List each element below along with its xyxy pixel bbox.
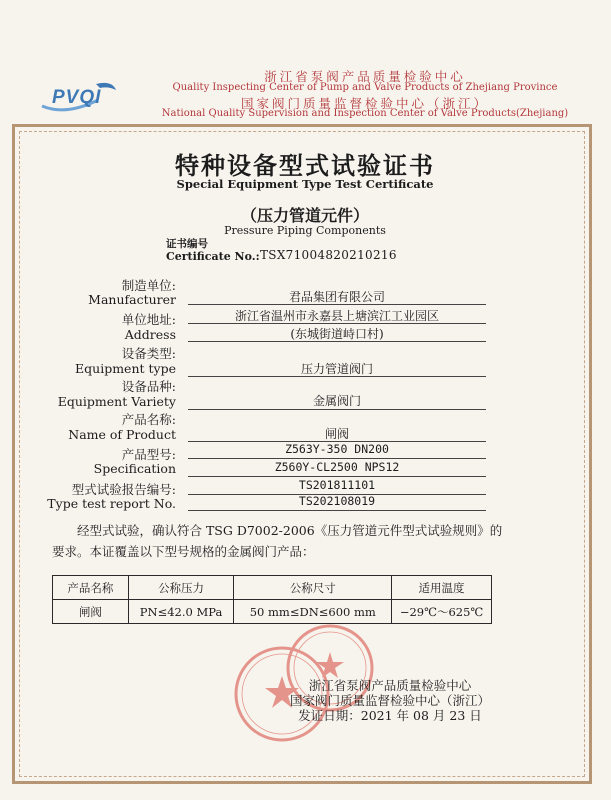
equipment-variety-underline xyxy=(188,409,486,410)
equipment-variety-value: 金属阀门 xyxy=(312,394,361,408)
product-name-label-cn: 产品名称: xyxy=(121,412,176,427)
manufacturer-value: 君品集团有限公司 xyxy=(288,290,385,304)
product-name-value: 闸阀 xyxy=(324,427,349,441)
specification-value-2: Z560Y-CL2500 NPS12 xyxy=(274,460,400,474)
report-no-label-en: Type test report No. xyxy=(47,496,176,511)
product-name-label-en: Name of Product xyxy=(68,427,176,442)
address-value-line-2: (东城街道峙口村) xyxy=(290,327,384,341)
issuer-name-1: 浙江省泵阀产品质量检验中心 xyxy=(308,678,472,693)
equipment-type-label-cn: 设备类型: xyxy=(121,346,176,361)
report-no-value-2: TS202108019 xyxy=(298,494,376,508)
equipment-variety-label-en: Equipment Variety xyxy=(57,394,176,409)
certificate-subtitle-en: Pressure Piping Components xyxy=(224,224,386,237)
address-underline-2 xyxy=(188,341,486,342)
specification-value-1: Z563Y-350 DN200 xyxy=(285,442,389,456)
specification-underline-1 xyxy=(188,458,486,459)
report-no-label-cn: 型式试验报告编号: xyxy=(71,482,176,497)
manufacturer-label-cn: 制造单位: xyxy=(121,278,176,293)
specification-table xyxy=(52,575,492,624)
specification-label-cn: 产品型号: xyxy=(121,447,176,462)
equipment-type-label-en: Equipment type xyxy=(75,361,176,376)
table-cell: PN≤42.0 MPa xyxy=(128,600,234,624)
equipment-type-value: 压力管道阀门 xyxy=(300,362,373,376)
certificate-no-label-en: Certificate No.: xyxy=(166,250,260,263)
table-cell: −29℃～625℃ xyxy=(392,600,492,624)
table-cell: 闸阀 xyxy=(53,600,129,624)
conformity-statement: 经型式试验，确认符合 TSG D7002-2006《压力管道元件型式试验规则》的要求。本证覆盖以下型号规格的金属阀门产品： xyxy=(52,523,503,559)
specification-label-en: Specification xyxy=(93,461,176,476)
equipment-type-underline xyxy=(188,376,486,377)
certificate-number: TSX71004820210216 xyxy=(260,248,397,262)
report-no-value-1: TS201811101 xyxy=(298,478,376,492)
org-name-cn-1: 浙江省泵阀产品质量检验中心 xyxy=(264,69,466,84)
certificate-title-cn: 特种设备型式试验证书 xyxy=(175,151,435,180)
specification-underline-2 xyxy=(188,476,486,477)
report-no-underline-2 xyxy=(188,510,486,511)
certificate-no-label-cn: 证书编号 xyxy=(166,238,208,250)
manufacturer-underline xyxy=(188,304,486,305)
address-value-line-1: 浙江省温州市永嘉县上塘滨江工业园区 xyxy=(234,309,439,323)
issuer-name-2: 国家阀门质量监督检验中心（浙江） xyxy=(289,693,490,708)
org-name-en-1: Quality Inspecting Center of Pump and Valve Products of Zhejiang Province xyxy=(172,82,558,93)
table-header-cell: 产品名称 xyxy=(53,576,129,600)
table-header-row xyxy=(53,576,492,600)
issue-date: 发证日期：2021 年 08 月 23 日 xyxy=(298,708,482,723)
org-name-cn-2: 国家阀门质量监督检验中心（浙江） xyxy=(240,96,489,111)
table-header-cell: 公称压力 xyxy=(128,576,234,600)
org-name-en-2: National Quality Supervision and Inspection Center of Valve Products(Zhejiang) xyxy=(161,108,569,119)
table-header-cell: 公称尺寸 xyxy=(234,576,392,600)
pvqi-logo-text: PVQI xyxy=(52,87,102,108)
table-row xyxy=(53,600,492,624)
table-header-cell: 适用温度 xyxy=(392,576,492,600)
manufacturer-label-en: Manufacturer xyxy=(88,292,176,307)
certificate-subtitle-cn: （压力管道元件） xyxy=(240,206,369,225)
table-cell: 50 mm≤DN≤600 mm xyxy=(234,600,392,624)
address-underline-1 xyxy=(188,323,486,324)
address-label-en: Address xyxy=(124,327,176,342)
certificate-title-en: Special Equipment Type Test Certificate xyxy=(176,177,434,191)
equipment-variety-label-cn: 设备品种: xyxy=(121,379,176,394)
address-label-cn: 单位地址: xyxy=(121,312,176,327)
